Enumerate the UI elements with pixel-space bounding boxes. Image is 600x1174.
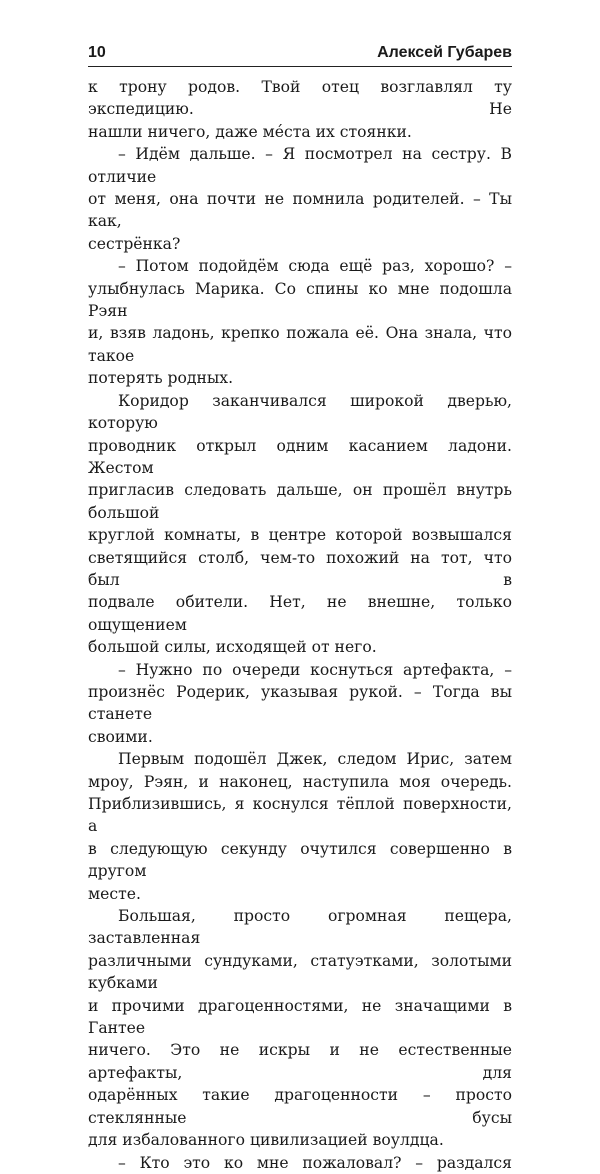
text-line: – Нужно по очереди коснуться артефакта, – xyxy=(118,660,512,679)
text-line: в следующую секунду очутился совершенно в другом xyxy=(88,839,512,881)
text-line: ничего. Это не искры и не естественные артефакты, для xyxy=(88,1041,512,1082)
text-line: и, взяв ладонь, крепко пожала её. Она знала, что такое xyxy=(88,324,512,365)
text-line: круглой комнаты, в центре которой возвышался xyxy=(88,526,512,545)
text-line: одарённых такие драгоценности – просто стеклянные бусы xyxy=(88,1086,512,1127)
text-line: Первым подошёл Джек, следом Ирис, затем xyxy=(118,750,512,769)
text-line: – Кто это ко мне пожаловал? – раздался xyxy=(118,1153,512,1172)
text-line: светящийся столб, чем-то похожий на тот, что был в xyxy=(88,548,512,589)
text-line: проводник открыл одним касанием ладони. Жестом xyxy=(88,436,512,477)
text-line: для избалованного цивилизацией воулдца. xyxy=(88,1131,444,1150)
text-line: от меня, она почти не помнила родителей. – Ты как, xyxy=(88,190,512,231)
header-divider xyxy=(88,66,512,67)
text-line: подвале обители. Нет, не внешне, только ощущением xyxy=(88,593,512,634)
body-text xyxy=(88,76,512,1174)
page-number: 10 xyxy=(88,44,106,61)
text-line: улыбнулась Марика. Со спины ко мне подошла Рэян xyxy=(88,279,512,321)
running-header xyxy=(88,40,512,62)
text-line: мроу, Рэян, и наконец, наступила моя очередь. xyxy=(88,772,512,791)
text-line: различными сундуками, статуэтками, золотыми кубками xyxy=(88,951,512,993)
text-line: сестрёнка? xyxy=(88,234,181,253)
text-line: и прочими драгоценностями, не значащими в Гантее xyxy=(88,996,512,1038)
running-header-author: Алексей Губарев xyxy=(377,44,512,61)
text-line: потерять родных. xyxy=(88,369,234,388)
text-line: – Идём дальше. – Я посмотрел на сестру. В отличие xyxy=(88,145,512,186)
text-line: большой силы, исходящей от него. xyxy=(88,638,377,657)
text-line: Приблизившись, я коснулся тёплой поверхности, а xyxy=(88,795,512,836)
text-line: – Потом подойдём сюда ещё раз, хорошо? – xyxy=(118,257,512,276)
text-line: Большая, просто огромная пещера, заставленная xyxy=(88,907,512,948)
text-line: Коридор заканчивался широкой дверью, которую xyxy=(88,391,512,433)
text-line: пригласив следовать дальше, он прошёл внутрь большой xyxy=(88,481,512,522)
text-line: месте. xyxy=(88,884,141,903)
text-line: произнёс Родерик, указывая рукой. – Тогда вы станете xyxy=(88,682,512,724)
text-line: своими. xyxy=(88,727,153,746)
text-line: нашли ничего, даже мéста их стоянки. xyxy=(88,122,412,141)
text-line: к трону родов. Твой отец возглавлял ту экспедицию. Не xyxy=(88,78,512,119)
